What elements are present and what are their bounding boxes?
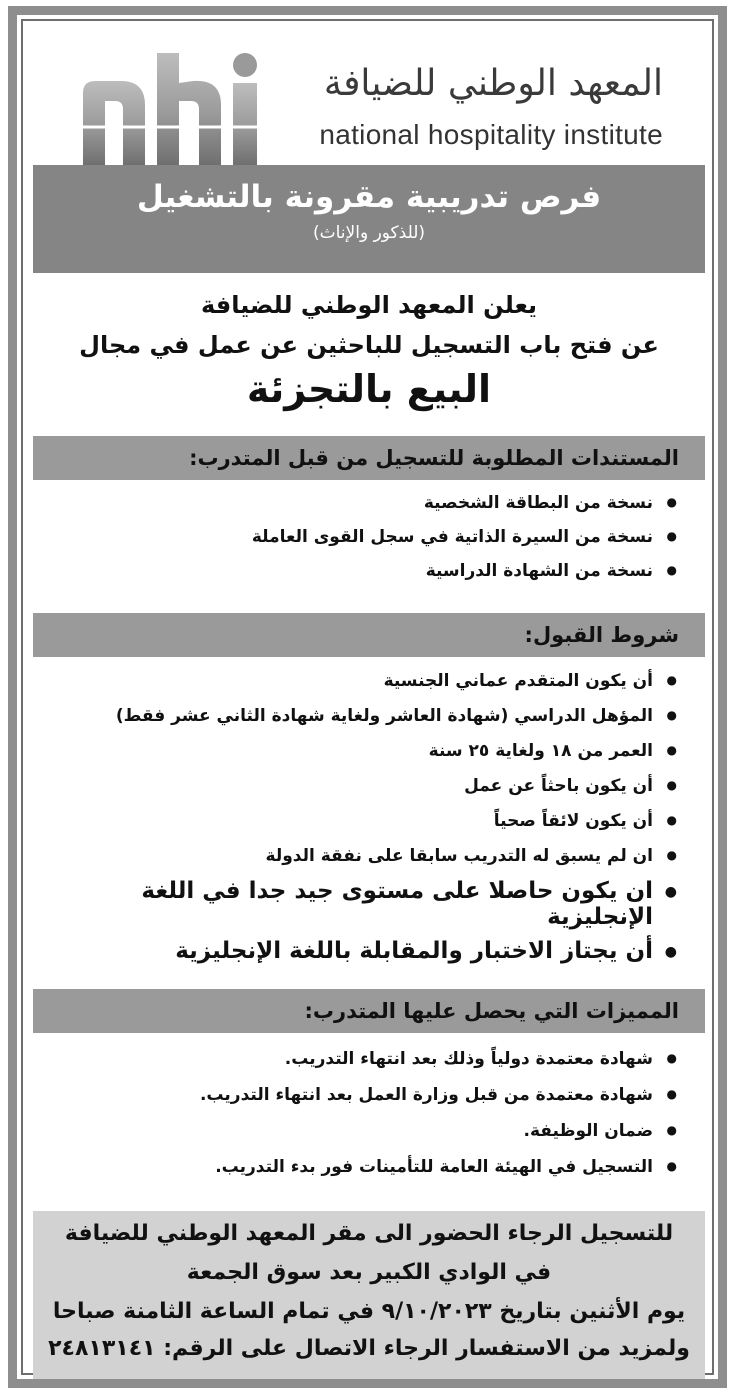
list-item: ● التسجيل في الهيئة العامة للتأمينات فور بدء التدريب. [33,1157,705,1177]
title-banner [33,165,705,273]
intro-block [33,285,705,411]
list-item: ● ضمان الوظيفة. [33,1121,705,1141]
list-item: ● نسخة من الشهادة الدراسية [33,561,705,581]
list-item: ● نسخة من السيرة الذاتية في سجل القوى العاملة [33,527,705,547]
nhi-logo [83,53,283,165]
list-item: ● ان لم يسبق له التدريب سابقا على نفقة الدولة [33,846,705,866]
list-item: ● ان يكون حاصلا على مستوى جيد جدا في اللغة الإنجليزية [33,878,705,930]
advertisement-frame [8,6,727,1388]
footer-line-2: في الوادي الكبير بعد سوق الجمعة [186,1260,552,1285]
benefits-list [33,1049,705,1177]
training-field: البيع بالتجزئة [246,367,492,411]
list-item: ● أن يكون المتقدم عماني الجنسية [33,671,705,691]
list-item: ● أن يجتاز الاختبار والمقابلة باللغة الإنجليزية [33,938,705,964]
intro-line-2: عن فتح باب التسجيل للباحثين عن عمل في مجال [79,331,659,359]
footer-line-3: يوم الأثنين بتاريخ ٩/١٠/٢٠٢٣ في تمام الساعة الثامنة صباحا [52,1299,686,1324]
institute-english-name: national hospitality institute [319,119,663,150]
ad-subtitle: (للذكور والإناث) [312,223,426,243]
registration-info [33,1211,705,1379]
conditions-list [33,671,705,964]
list-item: ● شهادة معتمدة دولياً وذلك بعد انتهاء التدريب. [33,1049,705,1069]
list-item: ● نسخة من البطاقة الشخصية [33,493,705,513]
list-item: ● المؤهل الدراسي (شهادة العاشر ولغاية شهادة الثاني عشر فقط) [33,706,705,726]
logo-area [33,31,705,163]
documents-list [33,493,705,581]
list-item: ● أن يكون باحثاً عن عمل [33,776,705,796]
benefits-heading: المميزات التي يحصل عليها المتدرب: [33,989,705,1033]
documents-heading: المستندات المطلوبة للتسجيل من قبل المتدرب: [33,436,705,480]
list-item: ● أن يكون لائقاً صحياً [33,811,705,831]
list-item: ● العمر من ١٨ ولغاية ٢٥ سنة [33,741,705,761]
intro-line-1: يعلن المعهد الوطني للضيافة [200,291,538,319]
list-item: ● شهادة معتمدة من قبل وزارة العمل بعد انتهاء التدريب. [33,1085,705,1105]
footer-line-4: ولمزيد من الاستفسار الرجاء الاتصال على الرقم: ٢٤٨١٣١٤١ [48,1336,690,1361]
ad-title: فرص تدريبية مقرونة بالتشغيل [136,179,602,215]
conditions-heading: شروط القبول: [33,613,705,657]
institute-arabic-name: المعهد الوطني للضيافة [323,63,663,104]
footer-line-1: للتسجيل الرجاء الحضور الى مقر المعهد الوطني للضيافة [64,1221,674,1246]
